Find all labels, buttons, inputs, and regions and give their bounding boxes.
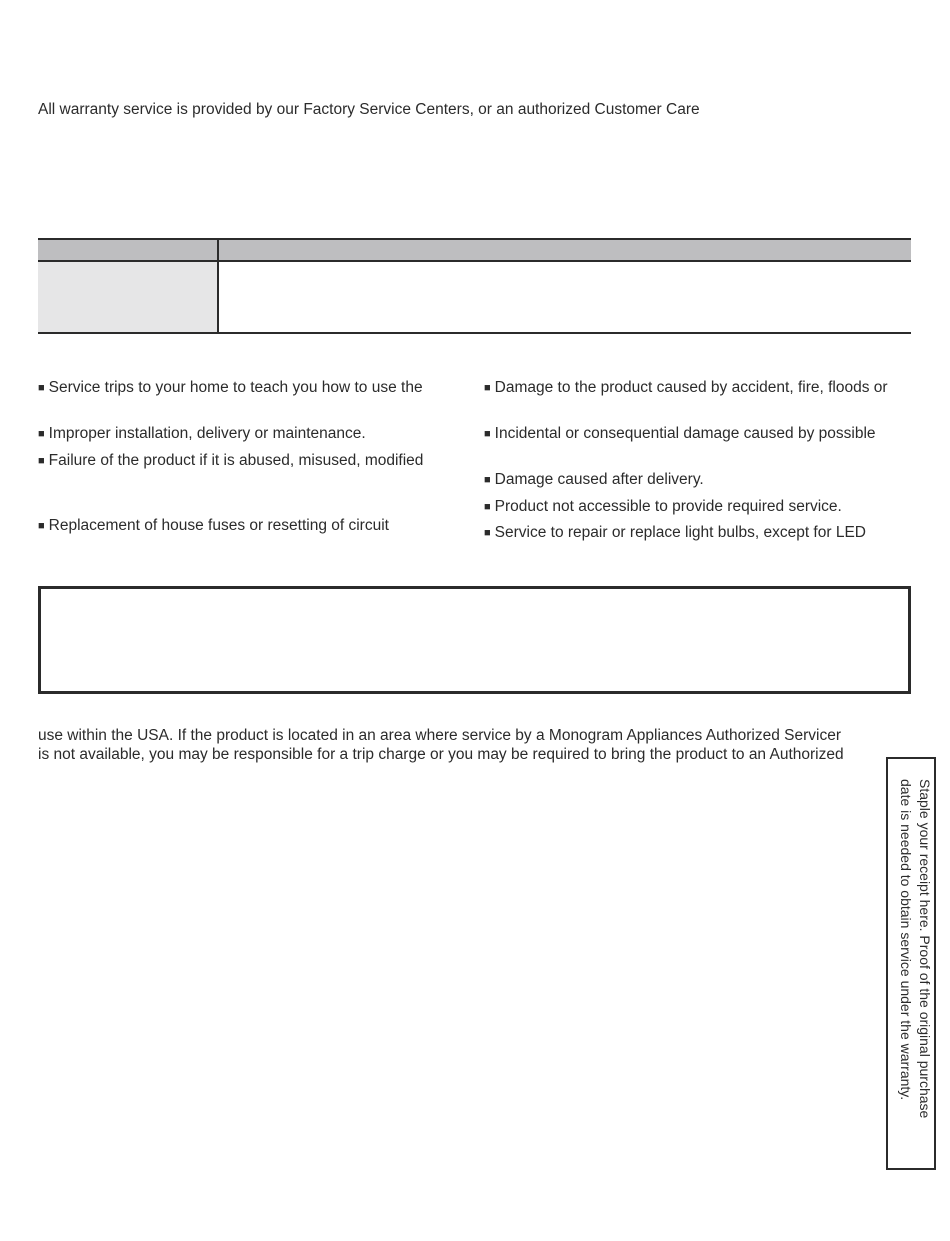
bullet-icon: ■: [38, 520, 45, 532]
exclusion-item: [38, 453, 423, 469]
receipt-instruction: [888, 779, 934, 1188]
exclusion-item: [484, 525, 866, 541]
table-bottom-rule: [38, 332, 911, 334]
exclusion-text: Service trips to your home to teach you how to use the: [48, 379, 423, 396]
receipt-line-2: date is needed to obtain service under the warranty.: [898, 779, 914, 1101]
exclusion-item: [38, 380, 423, 396]
exclusion-item: [484, 380, 888, 396]
exclusion-text: Damage to the product caused by accident, fire, floods or: [494, 379, 888, 396]
warranty-table: [38, 238, 911, 334]
exclusion-text: Failure of the product if it is abused, misused, modified: [48, 452, 424, 469]
bullet-icon: ■: [484, 527, 491, 539]
exclusion-text: Product not accessible to provide required service.: [494, 498, 842, 515]
bullet-icon: ■: [484, 428, 491, 440]
exclusion-text: Service to repair or replace light bulbs, except for LED: [494, 524, 866, 541]
exclusion-item: [484, 426, 876, 442]
receipt-staple-box: [886, 757, 936, 1170]
exclusion-text: Improper installation, delivery or maintenance.: [48, 425, 366, 442]
exclusion-item: [38, 518, 389, 534]
exclusion-item: [484, 499, 842, 515]
exclusion-text: Incidental or consequential damage caused by possible: [494, 425, 876, 442]
bullet-icon: ■: [484, 501, 491, 513]
bullet-icon: ■: [38, 382, 45, 394]
exclusion-item: [38, 426, 366, 442]
warranty-table-header: [38, 238, 911, 262]
warranty-period-cell: [38, 262, 217, 334]
receipt-line-1: Staple your receipt here. Proof of the original purchase: [917, 779, 933, 1119]
warranty-intro-text: All warranty service is provided by our Factory Service Centers, or an authorized Customer Care: [38, 101, 700, 118]
exclusion-text: Damage caused after delivery.: [494, 471, 704, 488]
exclusion-text: Replacement of house fuses or resetting of circuit: [48, 517, 389, 534]
bullet-icon: ■: [38, 455, 45, 467]
exclusion-item: [484, 472, 704, 488]
bullet-icon: ■: [484, 474, 491, 486]
usa-service-line-1: use within the USA. If the product is located in an area where service by a Monogram Appliances Authorized Servicer: [38, 727, 841, 744]
notice-box: [38, 586, 911, 694]
usa-service-line-2: is not available, you may be responsible for a trip charge or you may be required to bring the product to an Authorized: [38, 746, 844, 763]
bullet-icon: ■: [38, 428, 45, 440]
bullet-icon: ■: [484, 382, 491, 394]
table-column-divider: [217, 238, 219, 334]
